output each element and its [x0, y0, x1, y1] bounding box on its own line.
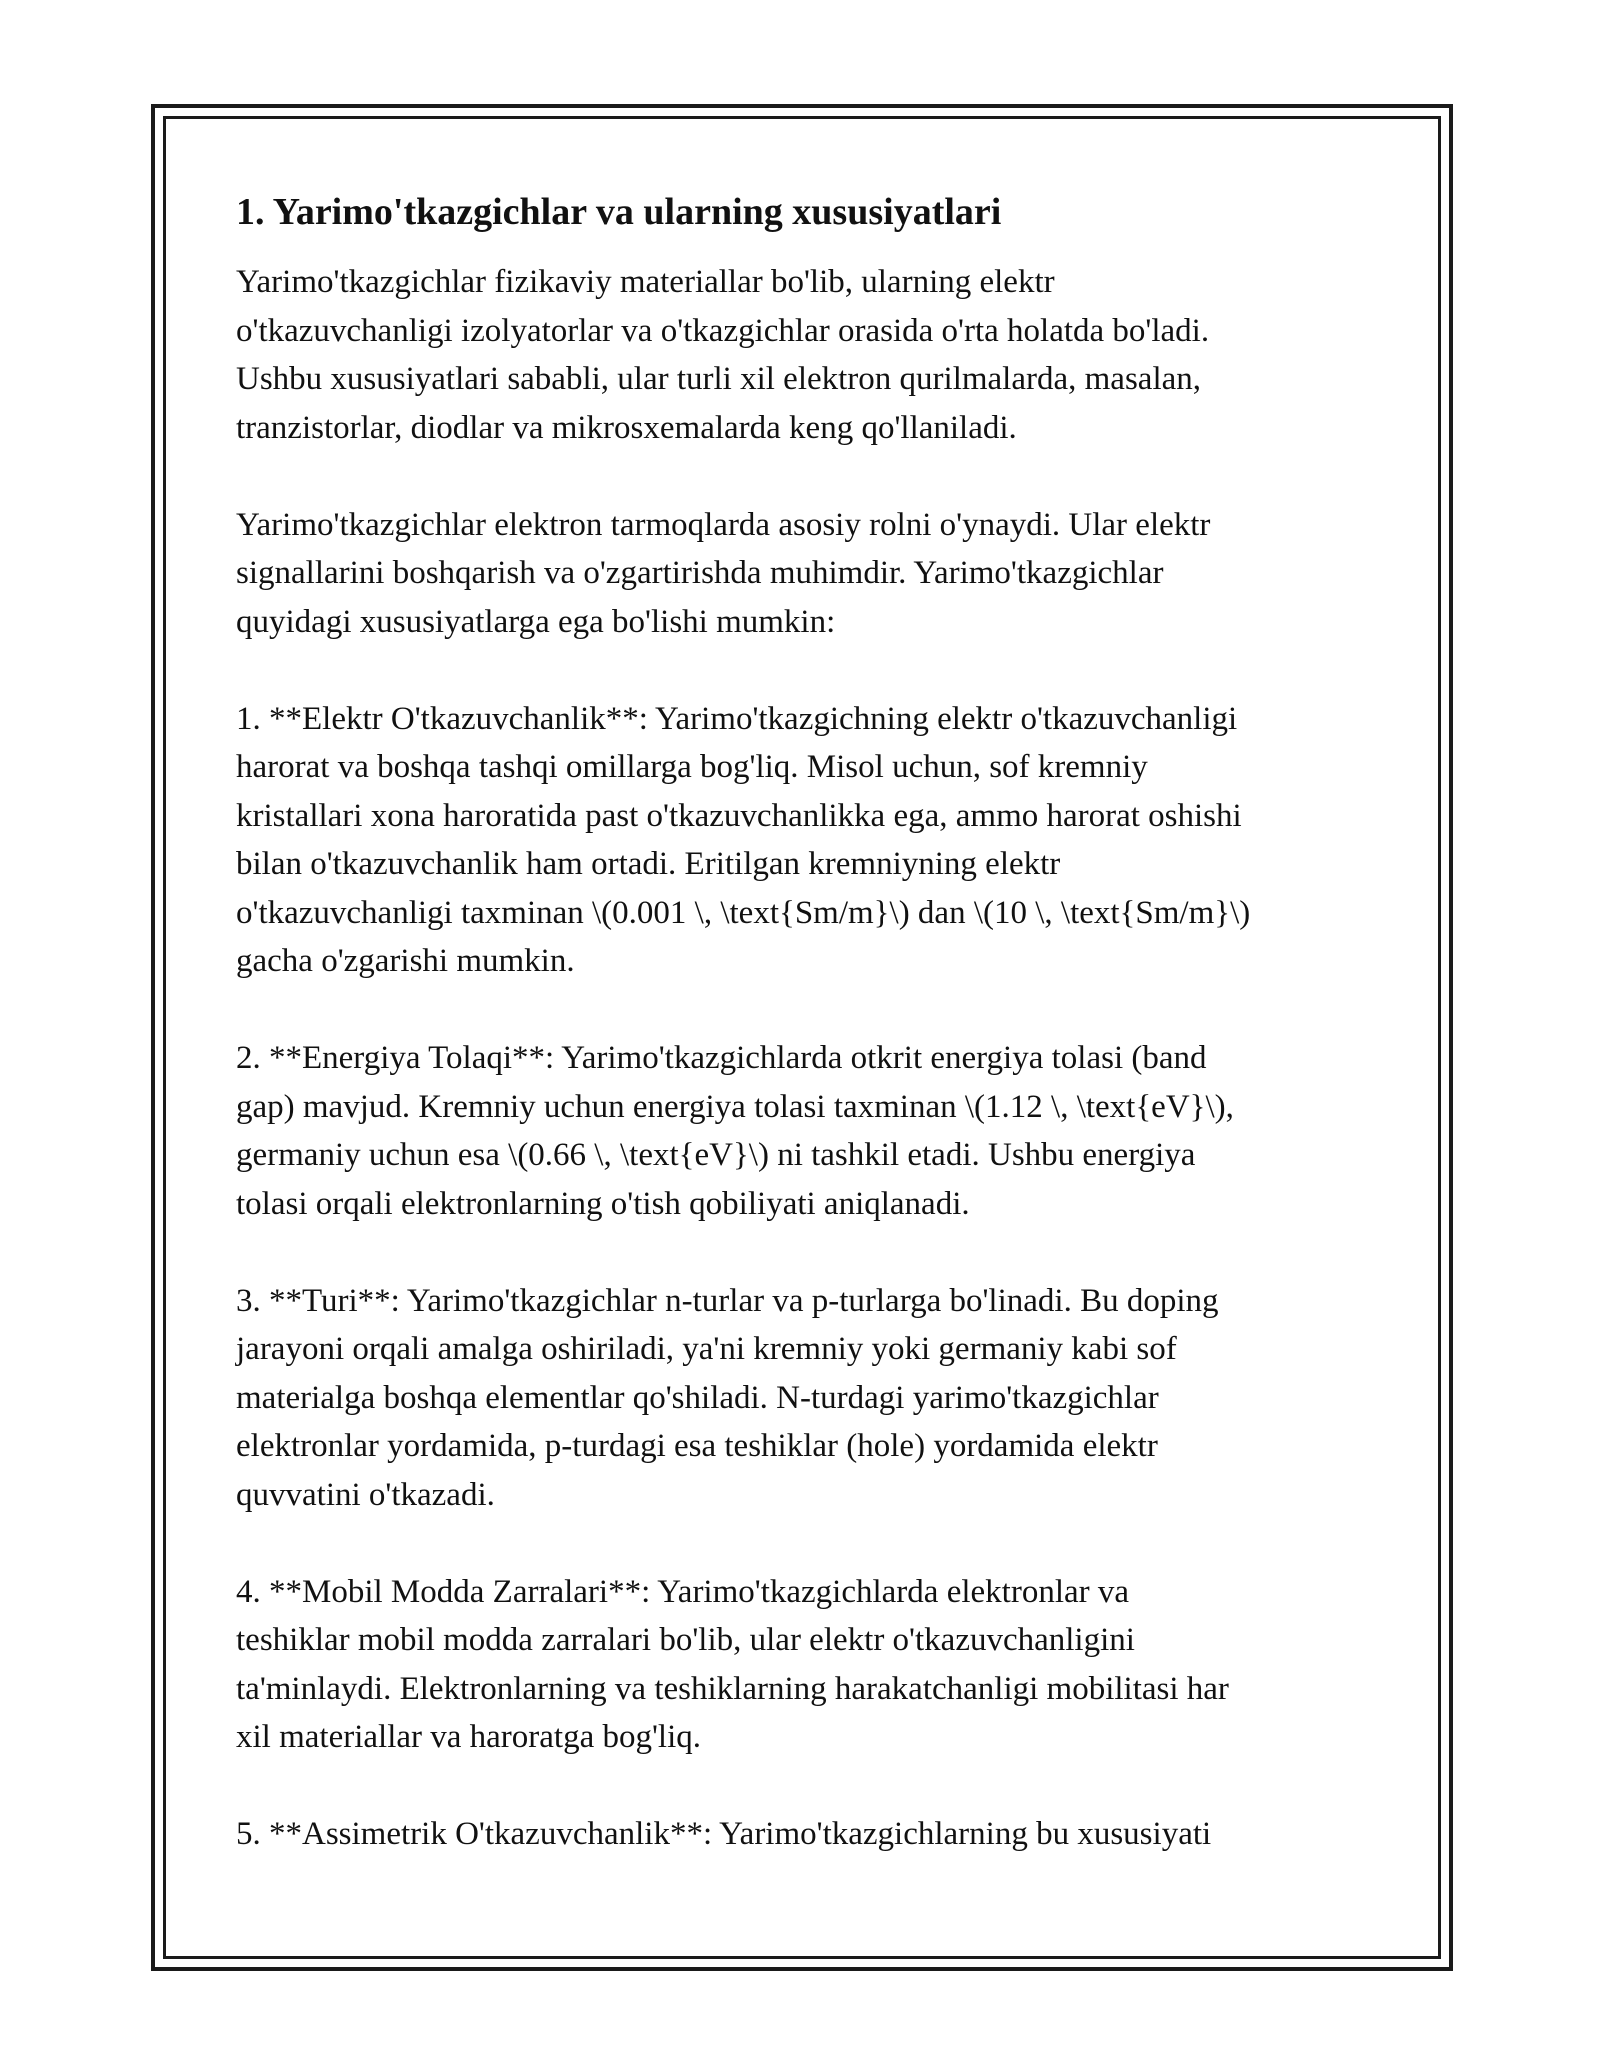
- paragraph-line: 1. **Elektr O'tkazuvchanlik**: Yarimo'tkazgichning elektr o'tkazuvchanligi: [236, 700, 1238, 737]
- paragraph-line: jarayoni orqali amalga oshiriladi, ya'ni kremniy yoki germaniy kabi sof: [236, 1331, 1177, 1367]
- document-body: [236, 188, 1376, 1907]
- paragraph-line: kristallari xona haroratida past o'tkazuvchanlikka ega, ammo harorat oshishi: [236, 797, 1242, 834]
- paragraph-line: bilan o'tkazuvchanlik ham ortadi. Eritilgan kremniyning elektr: [236, 846, 1061, 882]
- paragraph-line: xil materiallar va haroratga bog'liq.: [236, 1719, 702, 1755]
- paragraph-line: quvvatini o'tkazadi.: [236, 1476, 495, 1513]
- list-item-conductivity: [236, 695, 1376, 986]
- paragraph-line: Yarimo'tkazgichlar elektron tarmoqlarda asosiy rolni o'ynaydi. Ular elektr: [236, 506, 1211, 543]
- paragraph-line: o'tkazuvchanligi izolyatorlar va o'tkazgichlar orasida o'rta holatda bo'ladi.: [236, 312, 1210, 349]
- list-item-carriers: [236, 1568, 1376, 1762]
- paragraph-line: 5. **Assimetrik O'tkazuvchanlik**: Yarimo'tkazgichlarning bu xususiyati: [236, 1816, 1212, 1852]
- list-item-types: [236, 1277, 1376, 1520]
- paragraph-line: o'tkazuvchanligi taxminan \(0.001 \, \text{Sm/m}\) dan \(10 \, \text{Sm/m}\): [236, 894, 1251, 931]
- paragraph-line: gap) mavjud. Kremniy uchun energiya tolasi taxminan \(1.12 \, \text{eV}\),: [236, 1088, 1234, 1125]
- section-heading: 1. Yarimo'tkazgichlar va ularning xususiyatlari: [236, 191, 1002, 233]
- paragraph-line: quyidagi xususiyatlarga ega bo'lishi mumkin:: [236, 603, 836, 640]
- paragraph-line: gacha o'zgarishi mumkin.: [236, 943, 575, 979]
- paragraph-line: 2. **Energiya Tolaqi**: Yarimo'tkazgichlarda otkrit energiya tolasi (band: [236, 1040, 1207, 1076]
- paragraph-line: Yarimo'tkazgichlar fizikaviy materiallar bo'lib, ularning elektr: [236, 264, 1055, 300]
- paragraph-line: ta'minlaydi. Elektronlarning va teshiklarning harakatchanligi mobilitasi har: [236, 1670, 1229, 1707]
- list-item-band-gap: [236, 1034, 1376, 1228]
- paragraph-line: tolasi orqali elektronlarning o'tish qobiliyati aniqlanadi.: [236, 1185, 970, 1222]
- paragraph-line: elektronlar yordamida, p-turdagi esa teshiklar (hole) yordamida elektr: [236, 1428, 1158, 1464]
- paragraph-line: 3. **Turi**: Yarimo'tkazgichlar n-turlar va p-turlarga bo'linadi. Bu doping: [236, 1282, 1219, 1319]
- paragraph-line: 4. **Mobil Modda Zarralari**: Yarimo'tkazgichlarda elektronlar va: [236, 1573, 1130, 1610]
- paragraph-line: tranzistorlar, diodlar va mikrosxemalarda keng qo'llaniladi.: [236, 409, 1017, 446]
- paragraph-line: germaniy uchun esa \(0.66 \, \text{eV}\) ni tashkil etadi. Ushbu energiya: [236, 1137, 1196, 1173]
- paragraph-role: [236, 501, 1376, 647]
- paragraph-line: materialga boshqa elementlar qo'shiladi. N-turdagi yarimo'tkazgichlar: [236, 1379, 1159, 1416]
- list-item-asymmetric: [236, 1810, 1376, 1859]
- paragraph-intro: [236, 258, 1376, 452]
- paragraph-line: harorat va boshqa tashqi omillarga bog'liq. Misol uchun, sof kremniy: [236, 749, 1148, 785]
- paragraph-line: teshiklar mobil modda zarralari bo'lib, ular elektr o'tkazuvchanligini: [236, 1622, 1135, 1658]
- paragraph-line: signallarini boshqarish va o'zgartirishda muhimdir. Yarimo'tkazgichlar: [236, 555, 1164, 591]
- paragraph-line: Ushbu xususiyatlari sababli, ular turli xil elektron qurilmalarda, masalan,: [236, 361, 1202, 397]
